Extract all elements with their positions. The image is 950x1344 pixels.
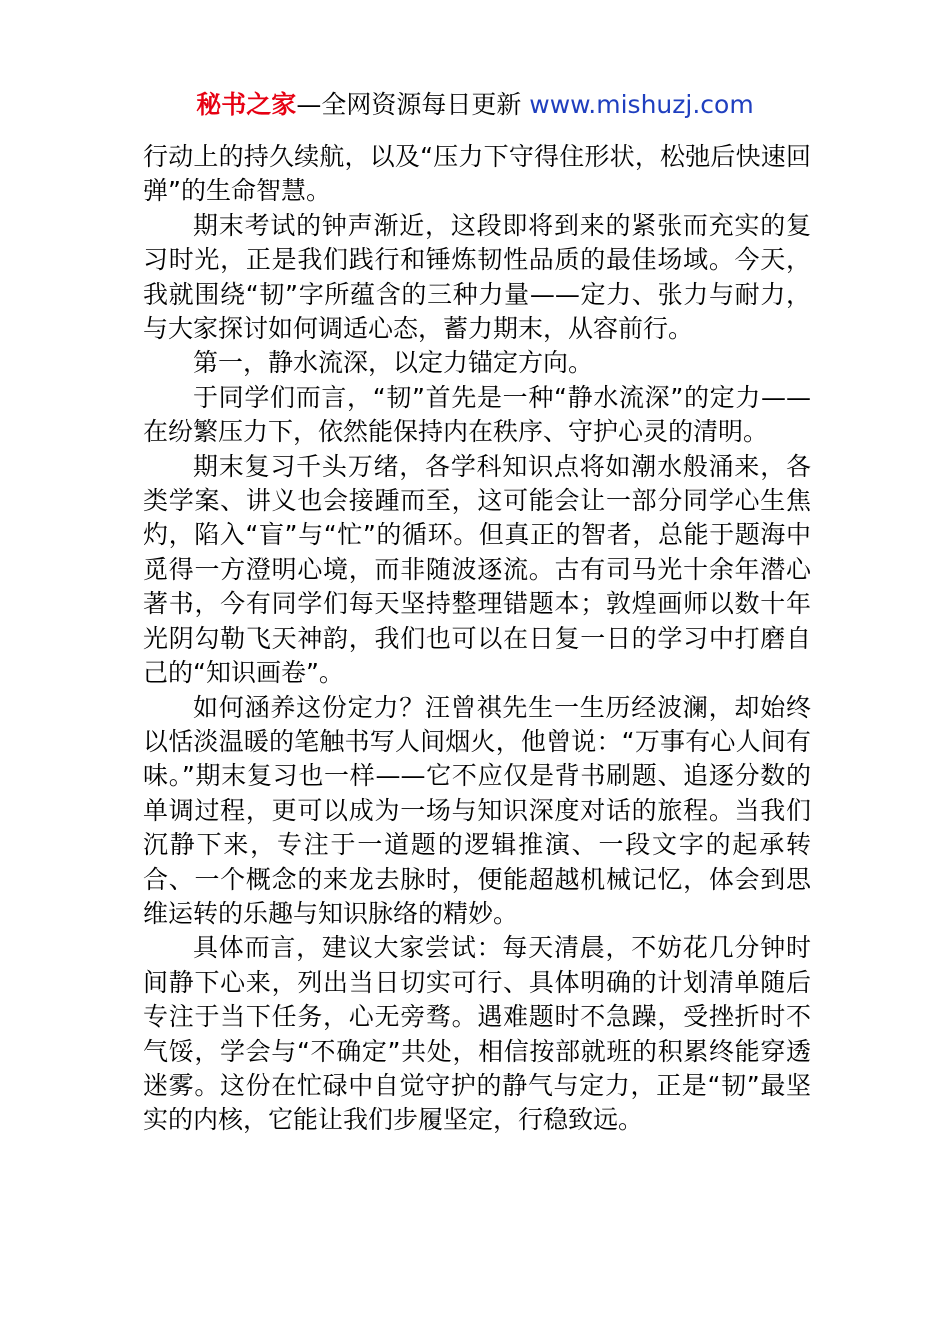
paragraph: 期末考试的钟声渐近，这段即将到来的紧张而充实的复习时光，正是我们践行和锤炼韧性品质的最佳场域。今天，我就围绕“韧”字所蕴含的三种力量——定力、张力与耐力，与大家探讨如何调适心态，蓄力期末，从容前行。: [143, 210, 811, 344]
paragraph: 行动上的持久续航，以及“压力下守得住形状，松弛后快速回弹”的生命智慧。: [143, 142, 811, 206]
website-url[interactable]: www.mishuzj.com: [529, 90, 754, 119]
paragraph: 期末复习千头万绪，各学科知识点将如潮水般涌来，各类学案、讲义也会接踵而至，这可能会让一部分同学心生焦灼，陷入“盲”与“忙”的循环。但真正的智者，总能于题海中觅得一方澄明心境，而非随波逐流。古有司马光十余年潜心著书，今有同学们每天坚持整理错题本；敦煌画师以数十年光阴勾勒飞天神韵，我们也可以在日复一日的学习中打磨自己的“知识画卷”。: [143, 451, 811, 688]
paragraph: 具体而言，建议大家尝试：每天清晨，不妨花几分钟时间静下心来，列出当日切实可行、具体明确的计划清单随后专注于当下任务，心无旁骛。遇难题时不急躁，受挫折时不气馁，学会与“不确定”共处，相信按部就班的积累终能穿透迷雾。这份在忙碌中自觉守护的静气与定力，正是“韧”最坚实的内核，它能让我们步履坚定，行稳致远。: [143, 933, 811, 1135]
paragraph: 如何涵养这份定力？汪曾祺先生一生历经波澜，却始终以恬淡温暖的笔触书写人间烟火，他曾说：“万事有心人间有味。”期末复习也一样——它不应仅是背书刷题、追逐分数的单调过程，更可以成为一场与知识深度对话的旅程。当我们沉静下来，专注于一道题的逻辑推演、一段文字的起承转合、一个概念的来龙去脉时，便能超越机械记忆，体会到思维运转的乐趣与知识脉络的精妙。: [143, 692, 811, 928]
document-body: [143, 140, 811, 1138]
brand-name: 秘书之家: [196, 90, 297, 119]
section-heading: 第一，静水流深，以定力锚定方向。: [193, 348, 594, 378]
header-tagline: —全网资源每日更新: [296, 90, 530, 119]
paragraph: 于同学们而言，“韧”首先是一种“静水流深”的定力——在纷繁压力下，依然能保持内在秩序、守护心灵的清明。: [143, 382, 811, 447]
page-header: [0, 88, 950, 122]
